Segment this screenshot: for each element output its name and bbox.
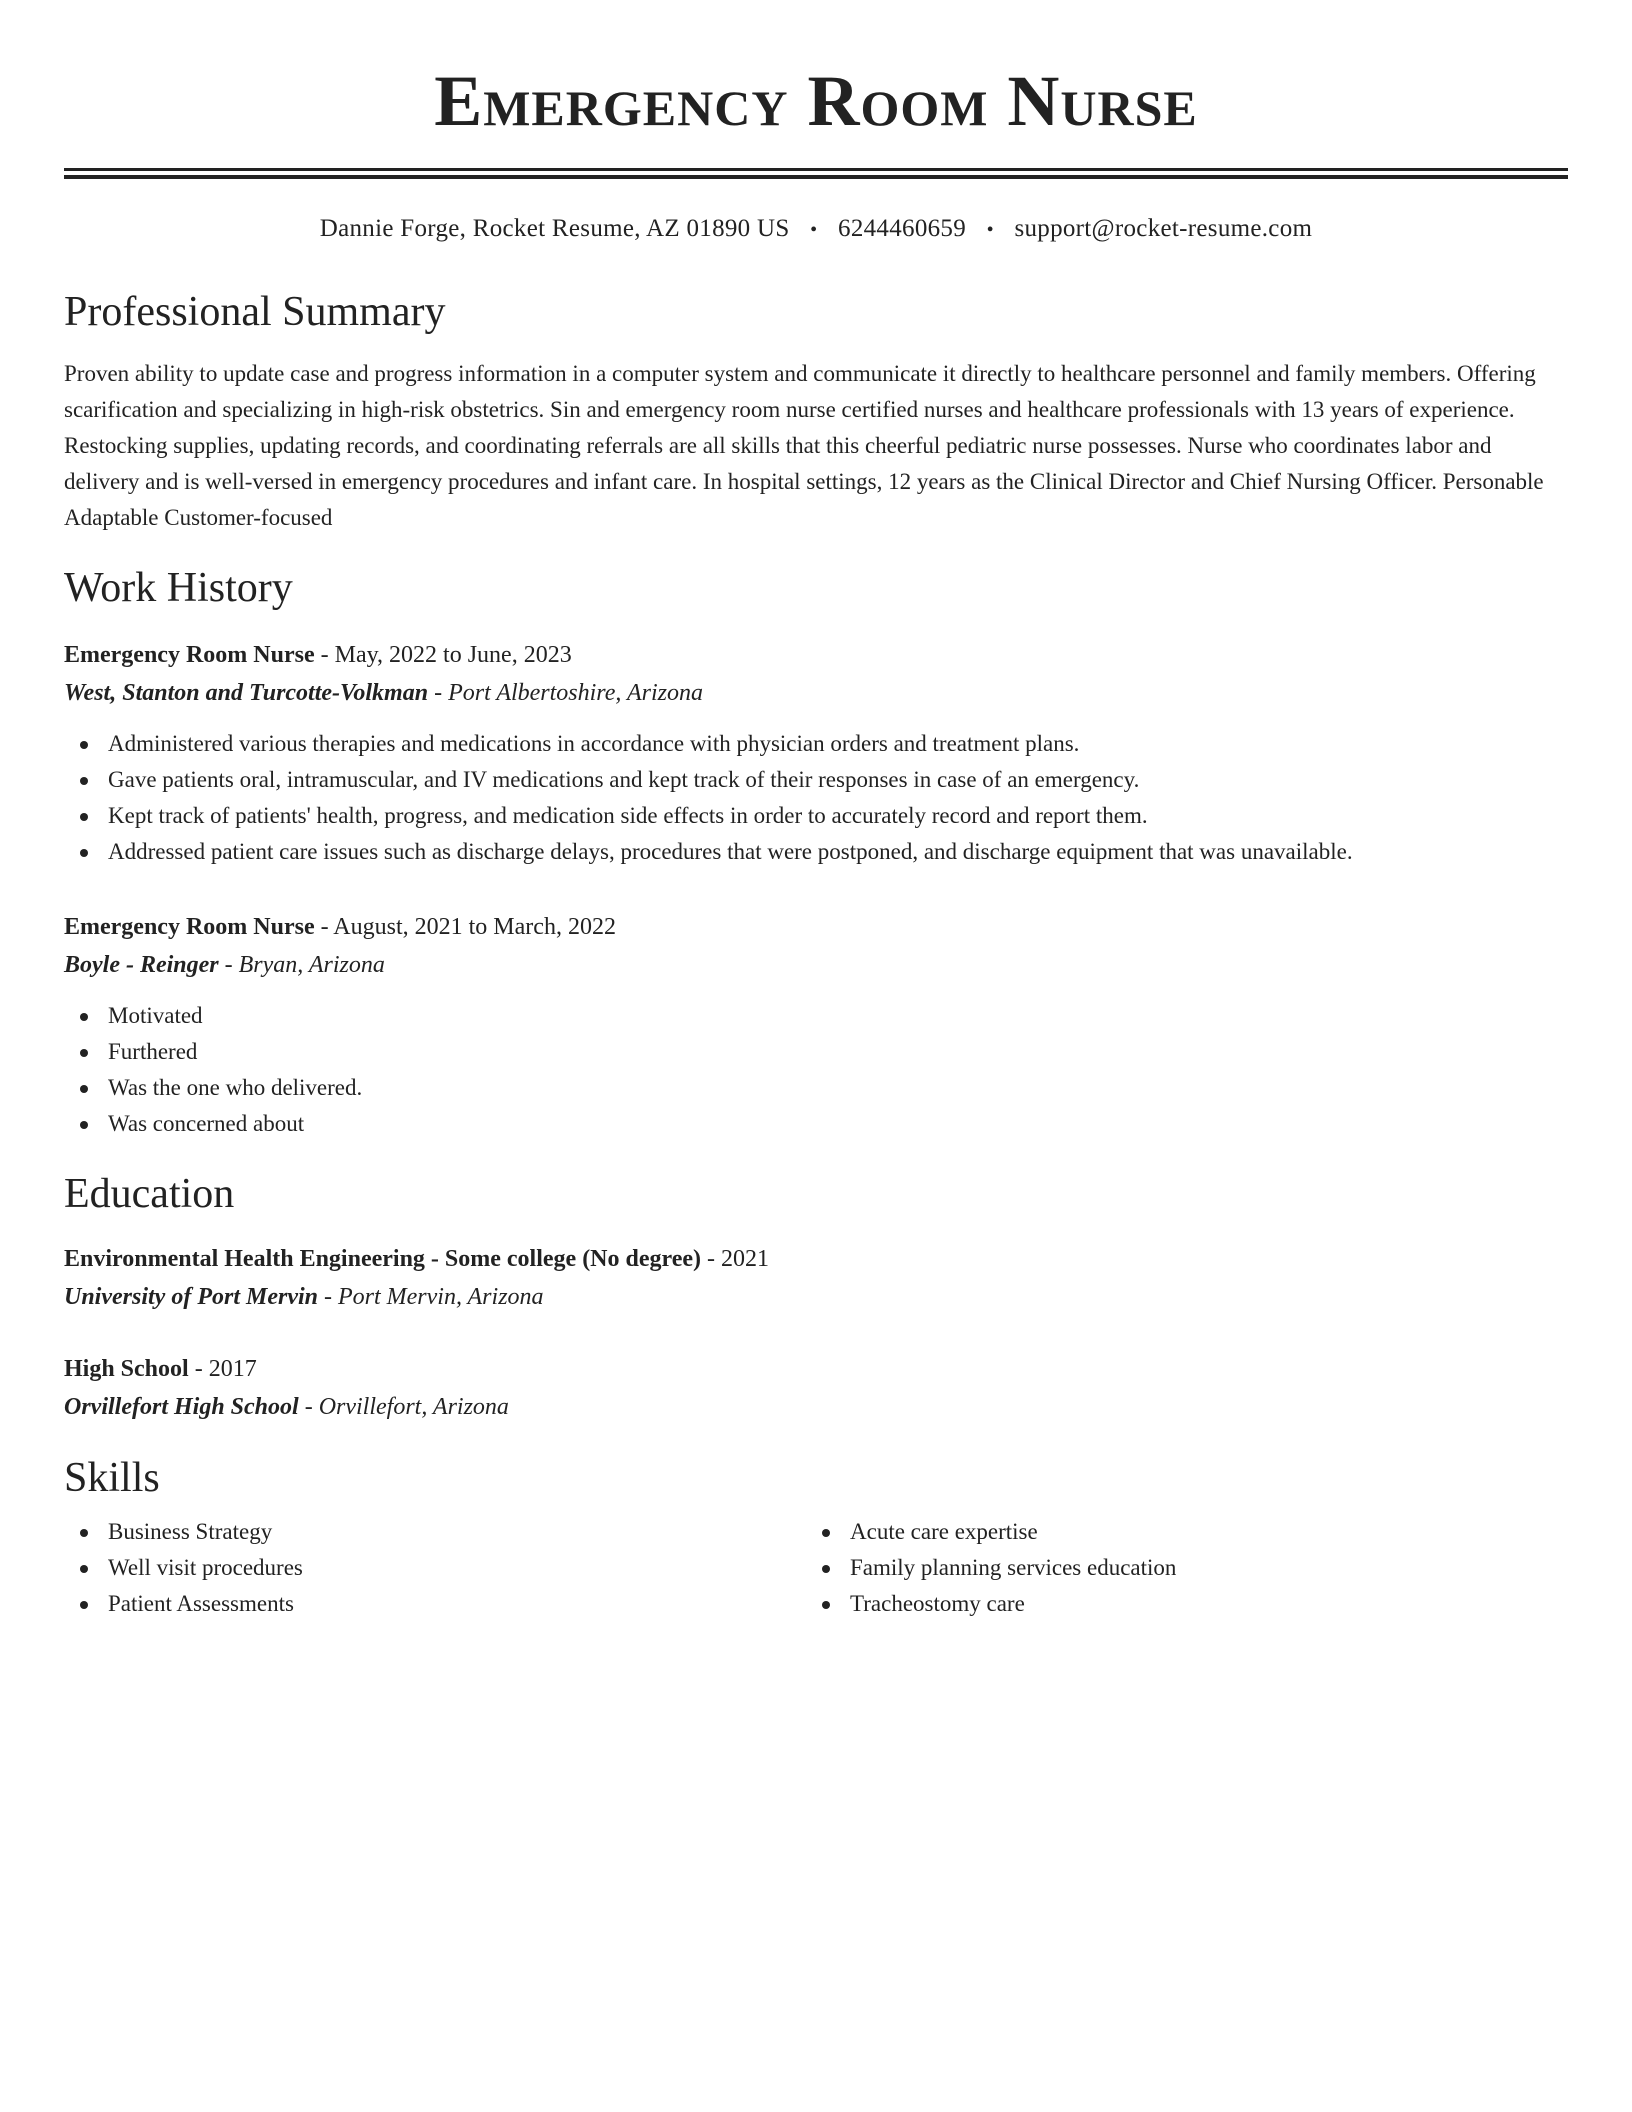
education-degree: Environmental Health Engineering - Some college (No degree) (64, 1246, 702, 1272)
list-item (108, 726, 1568, 762)
list-item (108, 798, 1568, 834)
dash: - (194, 1356, 203, 1382)
dash: - (323, 1284, 332, 1310)
summary-heading: Professional Summary (64, 289, 446, 335)
job-company: West, Stanton and Turcotte-Volkman (64, 680, 429, 706)
skill-text: Family planning services education (850, 1555, 1177, 1580)
duty-text: Administered various therapies and medications in accordance with physician orders and treatment plans. (108, 731, 1080, 756)
skills-column-left (64, 1514, 806, 1622)
duty-text: Addressed patient care issues such as discharge delays, procedures that were postponed, and discharge equipment that was unavailable. (108, 839, 1353, 864)
duty-text: Gave patients oral, intramuscular, and IV medications and kept track of their responses in case of an emergency. (108, 767, 1140, 792)
resume-page (64, 0, 1568, 1622)
education-year: 2021 (721, 1246, 770, 1272)
summary-text: Proven ability to update case and progress information in a computer system and communicate it directly to healthcare personnel and family members. Offering scarification and specializing in high-risk obstetrics. Sin and emergency room nurse certified nurses and healthcare professionals with 13 years of experience. Restocking supplies, updating records, and coordinating referrals are all skills that this cheerful pediatric nurse possesses. Nurse who coordinates labor and delivery and is well-versed in emergency procedures and infant care. In hospital settings, 12 years as the Clinical Director and Chief Nursing Officer. Personable Adaptable Customer-focused (64, 361, 1544, 530)
bullet-icon (80, 1565, 88, 1573)
contact-phone: 6244460659 (838, 215, 967, 242)
job-location: Port Albertoshire, Arizona (448, 680, 703, 706)
education-school: Orvillefort High School (64, 1394, 299, 1420)
bullet-icon (80, 849, 88, 857)
skills-list (806, 1514, 1548, 1622)
list-item (850, 1514, 1548, 1550)
contact-line (64, 213, 1568, 246)
duty-text: Kept track of patients' health, progress, and medication side effects in order to accurately record and report them. (108, 803, 1148, 828)
dash: - (707, 1246, 716, 1272)
job-dates: May, 2022 to June, 2023 (334, 642, 572, 668)
contact-separator: • (986, 219, 994, 241)
list-item (108, 1514, 806, 1550)
skill-text: Acute care expertise (850, 1519, 1038, 1544)
education-entry (64, 1240, 1568, 1316)
list-item (108, 1106, 1568, 1142)
bullet-icon (80, 1121, 88, 1129)
list-item (108, 1070, 1568, 1106)
title-divider (64, 168, 1568, 179)
education-degree-line (64, 1350, 1568, 1388)
list-item (850, 1550, 1548, 1586)
job-entry (64, 908, 1568, 1142)
duty-text: Was concerned about (108, 1111, 305, 1136)
skills-grid (64, 1514, 1568, 1622)
job-title-line (64, 908, 1568, 946)
education-degree-line (64, 1240, 1568, 1278)
list-item (108, 834, 1568, 870)
bullet-icon (80, 777, 88, 785)
job-duties-list (64, 998, 1568, 1142)
duty-text: Motivated (108, 1003, 203, 1028)
contact-separator: • (810, 219, 818, 241)
job-company-line (64, 674, 1568, 712)
skill-text: Business Strategy (108, 1519, 273, 1544)
dash: - (434, 680, 443, 706)
list-item (108, 998, 1568, 1034)
duty-text: Furthered (108, 1039, 198, 1064)
job-title: Emergency Room Nurse (64, 914, 315, 940)
dash: - (320, 914, 329, 940)
education-location: Port Mervin, Arizona (337, 1284, 544, 1310)
dash: - (224, 952, 233, 978)
bullet-icon (822, 1565, 830, 1573)
resume-title: Emergency Room Nurse (434, 61, 1198, 141)
dash: - (304, 1394, 313, 1420)
bullet-icon (822, 1529, 830, 1537)
bullet-icon (80, 1085, 88, 1093)
list-item (108, 762, 1568, 798)
bullet-icon (80, 813, 88, 821)
bullet-icon (80, 1529, 88, 1537)
skill-text: Patient Assessments (108, 1591, 294, 1616)
job-duties-list (64, 726, 1568, 870)
education-year: 2017 (208, 1356, 257, 1382)
education-heading: Education (64, 1171, 235, 1217)
skills-column-right (806, 1514, 1548, 1622)
education-location: Orvillefort, Arizona (318, 1394, 509, 1420)
education-school-line (64, 1388, 1568, 1426)
work-history-heading: Work History (64, 565, 293, 611)
job-dates: August, 2021 to March, 2022 (333, 914, 616, 940)
list-item (108, 1550, 806, 1586)
education-school-line (64, 1278, 1568, 1316)
skills-list (64, 1514, 806, 1622)
list-item (850, 1586, 1548, 1622)
skill-text: Tracheostomy care (850, 1591, 1025, 1616)
education-school: University of Port Mervin (64, 1284, 318, 1310)
job-entry (64, 636, 1568, 870)
skill-text: Well visit procedures (108, 1555, 303, 1580)
bullet-icon (80, 1601, 88, 1609)
bullet-icon (80, 741, 88, 749)
contact-address: Dannie Forge, Rocket Resume, AZ 01890 US (319, 215, 790, 242)
job-company: Boyle - Reinger (64, 952, 219, 978)
job-location: Bryan, Arizona (238, 952, 385, 978)
education-entry (64, 1350, 1568, 1426)
bullet-icon (80, 1013, 88, 1021)
skills-heading: Skills (64, 1455, 160, 1501)
list-item (108, 1034, 1568, 1070)
job-title: Emergency Room Nurse (64, 642, 315, 668)
dash: - (320, 642, 329, 668)
bullet-icon (822, 1601, 830, 1609)
education-degree: High School (64, 1356, 189, 1382)
list-item (108, 1586, 806, 1622)
job-title-line (64, 636, 1568, 674)
duty-text: Was the one who delivered. (108, 1075, 363, 1100)
job-company-line (64, 946, 1568, 984)
contact-email: support@rocket-resume.com (1014, 215, 1313, 242)
bullet-icon (80, 1049, 88, 1057)
